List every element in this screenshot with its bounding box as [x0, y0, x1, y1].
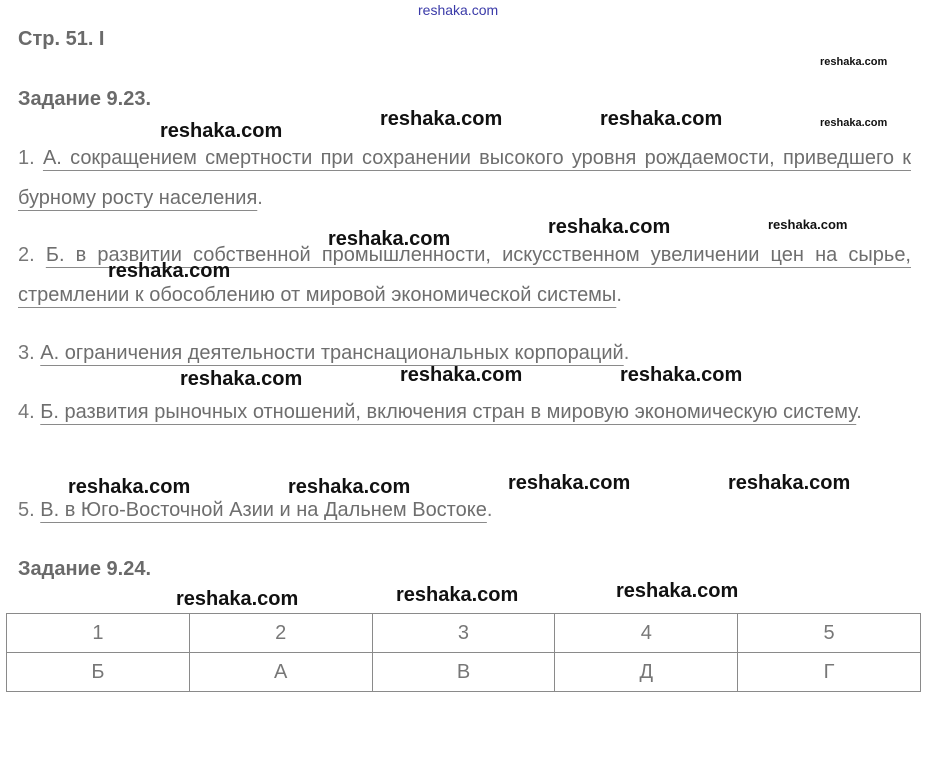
answer-table: [6, 613, 921, 692]
watermark: reshaka.com: [600, 108, 723, 130]
answer-text: В. в Юго-Восточной Азии и на Дальнем Востоке: [40, 499, 487, 521]
table-cell: А: [189, 653, 372, 692]
watermark: reshaka.com: [508, 472, 631, 494]
page-header: Стр. 51. І: [18, 28, 105, 50]
watermark: reshaka.com: [328, 228, 451, 250]
watermark: reshaka.com: [728, 472, 851, 494]
table-header-row: [7, 614, 921, 653]
answer-end: .: [616, 284, 622, 306]
table-cell: 5: [738, 614, 921, 653]
watermark: reshaka.com: [160, 120, 283, 142]
table-cell: 2: [189, 614, 372, 653]
answer-end: .: [486, 499, 493, 521]
table-cell: 3: [372, 614, 555, 653]
table-cell: В: [372, 653, 555, 692]
watermark: reshaka.com: [820, 56, 888, 68]
site-link-top[interactable]: reshaka.com: [418, 2, 499, 18]
table-cell: 4: [555, 614, 738, 653]
table-row: [7, 653, 921, 692]
watermark: reshaka.com: [400, 364, 523, 386]
answer-item-1: [18, 138, 911, 218]
answer-end: .: [623, 342, 630, 364]
answer-number: 2.: [18, 244, 46, 266]
answer-item-4: [18, 392, 911, 432]
watermark: reshaka.com: [180, 368, 303, 390]
watermark: reshaka.com: [548, 216, 671, 238]
watermark: reshaka.com: [380, 108, 503, 130]
watermark: reshaka.com: [288, 476, 411, 498]
answer-text: Б. в развитии собственной промышленности, искусственном увеличении цен на сырье, стремлении к обособлению от мировой экономической системы: [18, 244, 911, 306]
task-9-24-title: Задание 9.24.: [18, 558, 152, 580]
task-9-23-title: Задание 9.23.: [18, 88, 152, 110]
answer-text: А. ограничения деятельности транснациональных корпораций: [40, 342, 624, 364]
table-cell: 1: [7, 614, 190, 653]
watermark: reshaka.com: [820, 117, 888, 129]
answer-end: .: [856, 401, 862, 423]
table-cell: Г: [738, 653, 921, 692]
answer-number: 5.: [18, 499, 41, 521]
table-cell: Б: [7, 653, 190, 692]
answer-number: 1.: [18, 147, 43, 169]
answer-text: А. сокращением смертности при сохранении высокого уровня рождаемости, приведшего к бурному росту населения: [18, 147, 911, 209]
watermark: reshaka.com: [768, 217, 848, 232]
answer-text: Б. развития рыночных отношений, включения стран в мировую экономическую систему: [40, 401, 857, 423]
watermark: reshaka.com: [68, 476, 191, 498]
watermark: reshaka.com: [108, 260, 231, 282]
answer-number: 4.: [18, 401, 41, 423]
watermark: reshaka.com: [620, 364, 743, 386]
table-cell: Д: [555, 653, 738, 692]
watermark: reshaka.com: [396, 584, 519, 606]
watermark: reshaka.com: [176, 588, 299, 610]
watermark: reshaka.com: [616, 580, 739, 602]
answer-number: 3.: [18, 342, 41, 364]
answer-end: .: [257, 187, 263, 209]
